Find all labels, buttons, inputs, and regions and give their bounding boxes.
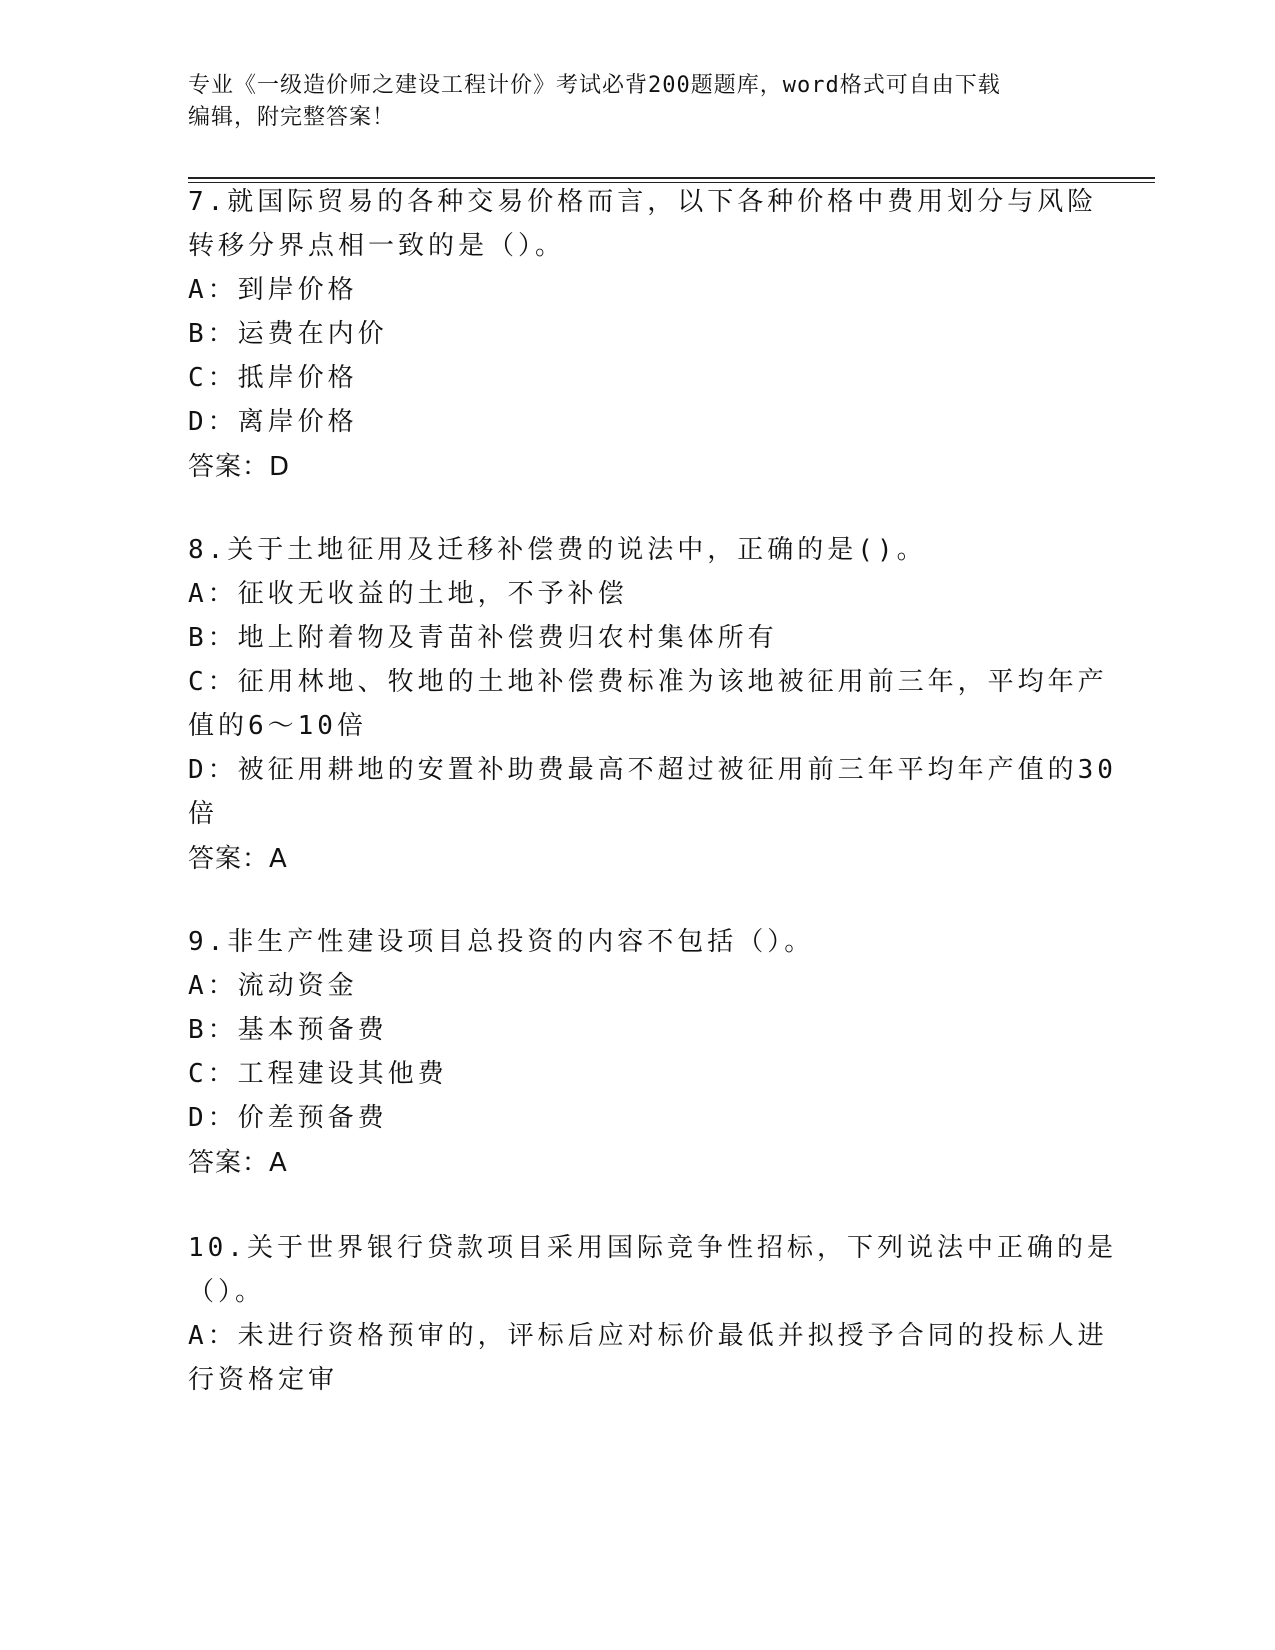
answer-line [188, 444, 1088, 490]
option-a: A：到岸价格 [188, 275, 358, 305]
option-a: A：流动资金 [188, 971, 358, 1001]
answer-value: A [269, 844, 288, 874]
document-header [188, 70, 1088, 134]
question-7 [188, 180, 1098, 490]
header-line-1: 专业《一级造价师之建设工程计价》考试必背200题题库，word格式可自由下载 [188, 73, 1001, 98]
answer-label: 答案： [188, 1148, 270, 1178]
question-8 [188, 528, 1117, 882]
question-10 [188, 1226, 1117, 1402]
answer-line [188, 1140, 1088, 1186]
option-c-continued: 值的6～10倍 [188, 711, 367, 741]
answer-label: 答案： [188, 844, 270, 874]
option-b: B：基本预备费 [188, 1015, 388, 1045]
header-divider-thick [188, 177, 1155, 179]
question-text: 8.关于土地征用及迁移补偿费的说法中，正确的是()。 [188, 535, 927, 565]
option-c: C：抵岸价格 [188, 363, 358, 393]
question-text: 9.非生产性建设项目总投资的内容不包括（）。 [188, 927, 815, 957]
question-text: （）。 [188, 1277, 266, 1307]
answer-line [188, 836, 1088, 882]
answer-value: D [269, 452, 291, 482]
option-b: B：运费在内价 [188, 319, 388, 349]
option-b: B：地上附着物及青苗补偿费归农村集体所有 [188, 623, 778, 653]
answer-value: A [269, 1148, 288, 1178]
question-text: 转移分界点相一致的是（）。 [188, 231, 566, 261]
option-a: A：未进行资格预审的，评标后应对标价最低并拟授予合同的投标人进 [188, 1321, 1108, 1351]
option-d: D：离岸价格 [188, 407, 358, 437]
answer-label: 答案： [188, 452, 270, 482]
question-text: 10.关于世界银行贷款项目采用国际竞争性招标，下列说法中正确的是 [188, 1233, 1117, 1263]
option-a-continued: 行资格定审 [188, 1365, 339, 1395]
option-a: A：征收无收益的土地，不予补偿 [188, 579, 628, 609]
option-d: D：被征用耕地的安置补助费最高不超过被征用前三年平均年产值的30 [188, 755, 1117, 785]
option-d-continued: 倍 [188, 799, 219, 829]
option-c: C：工程建设其他费 [188, 1059, 448, 1089]
option-c: C：征用林地、牧地的土地补偿费标准为该地被征用前三年，平均年产 [188, 667, 1108, 697]
question-9 [188, 920, 1088, 1186]
header-line-2: 编辑，附完整答案！ [188, 105, 396, 130]
option-d: D：价差预备费 [188, 1103, 388, 1133]
question-text: 7.就国际贸易的各种交易价格而言，以下各种价格中费用划分与风险 [188, 187, 1098, 217]
